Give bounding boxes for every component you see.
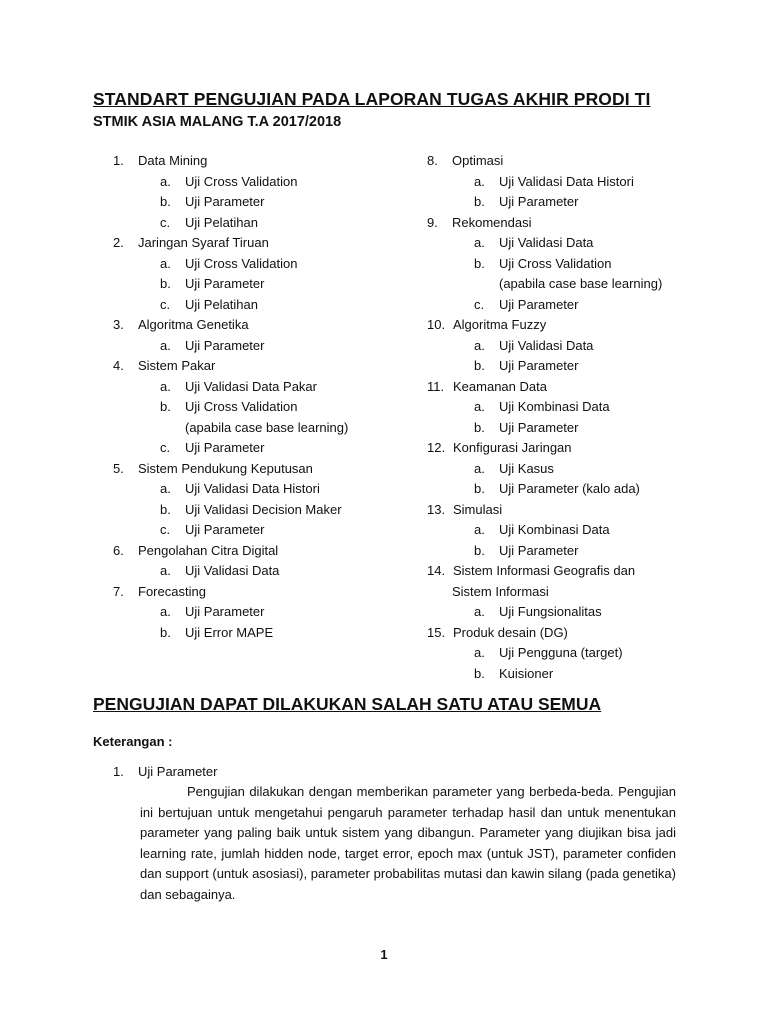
list-item-number: 11. [427,378,445,394]
list-item-number: 14. [427,563,446,578]
sub-item-text: Kuisioner [499,665,554,681]
sub-item-letter: c. [160,296,171,312]
section-heading: PENGUJIAN DAPAT DILAKUKAN SALAH SATU ATAU SEMUA [93,694,602,714]
sub-item [113,438,348,459]
sub-item-letter: b. [474,665,485,681]
sub-item [427,520,662,541]
sub-item-letter: b. [160,194,171,209]
list-item-label-continuation: Sistem Informasi [452,583,549,599]
sub-item-text: Uji Parameter [185,440,265,455]
sub-item-letter: a. [160,604,171,619]
sub-item [427,233,662,254]
sub-item [427,356,662,377]
sub-item-letter: a. [160,255,171,271]
sub-item [113,520,348,541]
sub-item-letter: a. [474,645,485,660]
sub-item-letter: b. [474,255,485,271]
list-item-number: 8. [427,153,438,168]
sub-item-text: Uji Parameter [185,194,265,209]
sub-item [427,192,662,213]
sub-item-letter: a. [160,563,171,578]
list-item [113,315,348,336]
list-item-number: 1. [113,153,124,168]
list-item-label: Pengolahan Citra Digital [138,542,279,558]
sub-item-letter: a. [160,337,171,353]
list-item-number: 6. [113,542,124,558]
list-item-number: 10. [427,317,446,332]
sub-item [113,623,348,644]
document-title: STANDART PENGUJIAN PADA LAPORAN TUGAS AKHIR PRODI TI [93,89,651,109]
sub-item-text: Uji Validasi Data Pakar [185,378,317,394]
list-item-label: Sistem Informasi Geografis dan [453,563,636,578]
sub-item [113,254,348,275]
sub-item [427,336,662,357]
sub-item-letter: b. [474,194,485,209]
sub-item [427,479,662,500]
sub-item-letter: b. [474,481,485,496]
sub-item-note: (apabila case base learning) [499,276,663,291]
page-number: 1 [380,947,388,962]
sub-item-letter: b. [160,624,171,640]
sub-item-text: Uji Cross Validation [499,255,612,271]
sub-item [113,500,348,521]
list-item [427,623,662,644]
list-item-label: Sistem Pendukung Keputusan [138,460,313,476]
sub-item [427,295,662,316]
sub-item-text: Uji Cross Validation [185,255,298,271]
sub-item [113,274,348,295]
sub-item-text: Uji Parameter [499,419,579,435]
sub-item [113,295,348,316]
list-item-label: Algoritma Genetika [138,317,249,332]
sub-item-text: Uji Parameter [185,604,265,619]
right-list-column [427,151,662,684]
sub-item-letter: b. [474,358,485,373]
list-item-label: Sistem Pakar [138,358,216,373]
sub-item [113,172,348,193]
sub-item-note: (apabila case base learning) [185,419,349,435]
sub-item-text: Uji Parameter [185,522,265,537]
sub-item [427,602,662,623]
explanation-item [113,764,217,779]
sub-item-text: Uji Kombinasi Data [499,522,610,537]
list-item-number: 13. [427,501,446,517]
sub-item-letter: b. [474,419,485,435]
sub-item-text: Uji Cross Validation [185,173,298,189]
list-item-label: Simulasi [453,501,503,517]
list-item [427,438,662,459]
list-item-number: 9. [427,214,438,230]
sub-item-text: Uji Validasi Decision Maker [185,501,342,517]
sub-item [113,192,348,213]
sub-item-text: Uji Parameter [499,194,579,209]
sub-item-letter: b. [160,276,171,291]
list-item-number: 2. [113,235,124,250]
sub-item-text: Uji Error MAPE [185,624,274,640]
sub-item-text: Uji Parameter [185,337,265,353]
list-item-label: Produk desain (DG) [453,624,568,640]
sub-item-letter: a. [160,173,171,189]
list-item [427,561,662,582]
sub-item-letter: b. [160,399,171,414]
sub-item-letter: a. [474,604,485,619]
sub-item-text: Uji Validasi Data [499,235,594,250]
sub-item-letter: a. [474,460,485,476]
sub-item-letter: c. [160,440,171,455]
sub-item-text: Uji Validasi Data [185,563,280,578]
list-item [113,151,348,172]
explanation-item-label: Uji Parameter [138,764,218,779]
list-item [427,500,662,521]
sub-item [427,541,662,562]
list-item-number: 3. [113,317,124,332]
explanation-item-number: 1. [113,764,124,779]
sub-item [427,459,662,480]
sub-item-text: Uji Parameter [499,358,579,373]
sub-item [113,397,348,418]
sub-item-letter: a. [160,378,171,394]
list-item-number: 15. [427,624,446,640]
list-item [427,377,662,398]
list-item [427,151,662,172]
sub-item-letter: a. [474,173,485,189]
sub-item [113,213,348,234]
sub-item-letter: c. [474,296,485,312]
sub-item-text: Uji Validasi Data Histori [499,173,634,189]
sub-item-letter: c. [160,522,171,537]
sub-item-text: Uji Parameter [499,542,579,558]
list-item-label: Data Mining [138,153,208,168]
sub-item-text: Uji Kombinasi Data [499,399,610,414]
list-item [113,459,348,480]
sub-item-text: Uji Cross Validation [185,399,298,414]
sub-item-text: Uji Validasi Data Histori [185,481,320,496]
document-subtitle: STMIK ASIA MALANG T.A 2017/2018 [93,114,342,130]
list-item-number: 5. [113,460,124,476]
sub-item-text: Uji Pelatihan [185,214,258,230]
sub-item [427,643,662,664]
sub-item [113,336,348,357]
sub-item [427,418,662,439]
explanation-paragraph: Pengujian dilakukan dengan memberikan parameter yang berbeda-beda. Pengujian ini bertujuan untuk mengetahui pengaruh parameter terhadap hasil dan untuk menentukan parameter yang paling baik untuk sistem yang dibangun. Parameter yang diujikan bisa jadi learning rate, jumlah hidden node, target error, epoch max (untuk JST), parameter confiden dan support (untuk asosiasi), parameter probabilitas mutasi dan kawin silang (pada genetika) dan sebagainya. [140,784,676,902]
list-item [113,233,348,254]
sub-item-letter: a. [474,235,485,250]
sub-item-letter: a. [474,522,485,537]
sub-item [113,377,348,398]
keterangan-label: Keterangan : [93,734,173,749]
sub-item-letter: b. [474,542,485,558]
list-item [113,541,348,562]
sub-item-letter: c. [160,214,171,230]
list-item-label: Konfigurasi Jaringan [453,440,572,455]
left-list-column [113,151,348,643]
list-item-label: Rekomendasi [452,214,532,230]
list-item [113,356,348,377]
list-item-number: 12. [427,440,446,455]
sub-item-letter: a. [474,399,485,414]
list-item [427,315,662,336]
sub-item-text: Uji Fungsionalitas [499,604,602,619]
sub-item [427,397,662,418]
sub-item-letter: a. [474,337,485,353]
list-item-label: Keamanan Data [453,378,547,394]
sub-item [113,561,348,582]
sub-item [427,664,662,685]
list-item-number: 4. [113,358,124,373]
list-item [427,213,662,234]
sub-item-text: Uji Parameter [499,296,579,312]
sub-item-text: Uji Pengguna (target) [499,645,623,660]
sub-item-text: Uji Pelatihan [185,296,258,312]
list-item-label: Optimasi [452,153,504,168]
sub-item-text: Uji Validasi Data [499,337,594,353]
sub-item-letter: a. [160,481,171,496]
list-item-label: Forecasting [138,583,206,599]
list-item-label: Algoritma Fuzzy [453,317,547,332]
sub-item-text: Uji Parameter [185,276,265,291]
sub-item-text: Uji Parameter (kalo ada) [499,481,640,496]
list-item-number: 7. [113,583,124,599]
list-item-label: Jaringan Syaraf Tiruan [138,235,269,250]
sub-item-text: Uji Kasus [499,460,554,476]
sub-item [427,172,662,193]
sub-item-letter: b. [160,501,171,517]
sub-item [113,479,348,500]
list-item [113,582,348,603]
sub-item [113,602,348,623]
sub-item [427,254,662,275]
